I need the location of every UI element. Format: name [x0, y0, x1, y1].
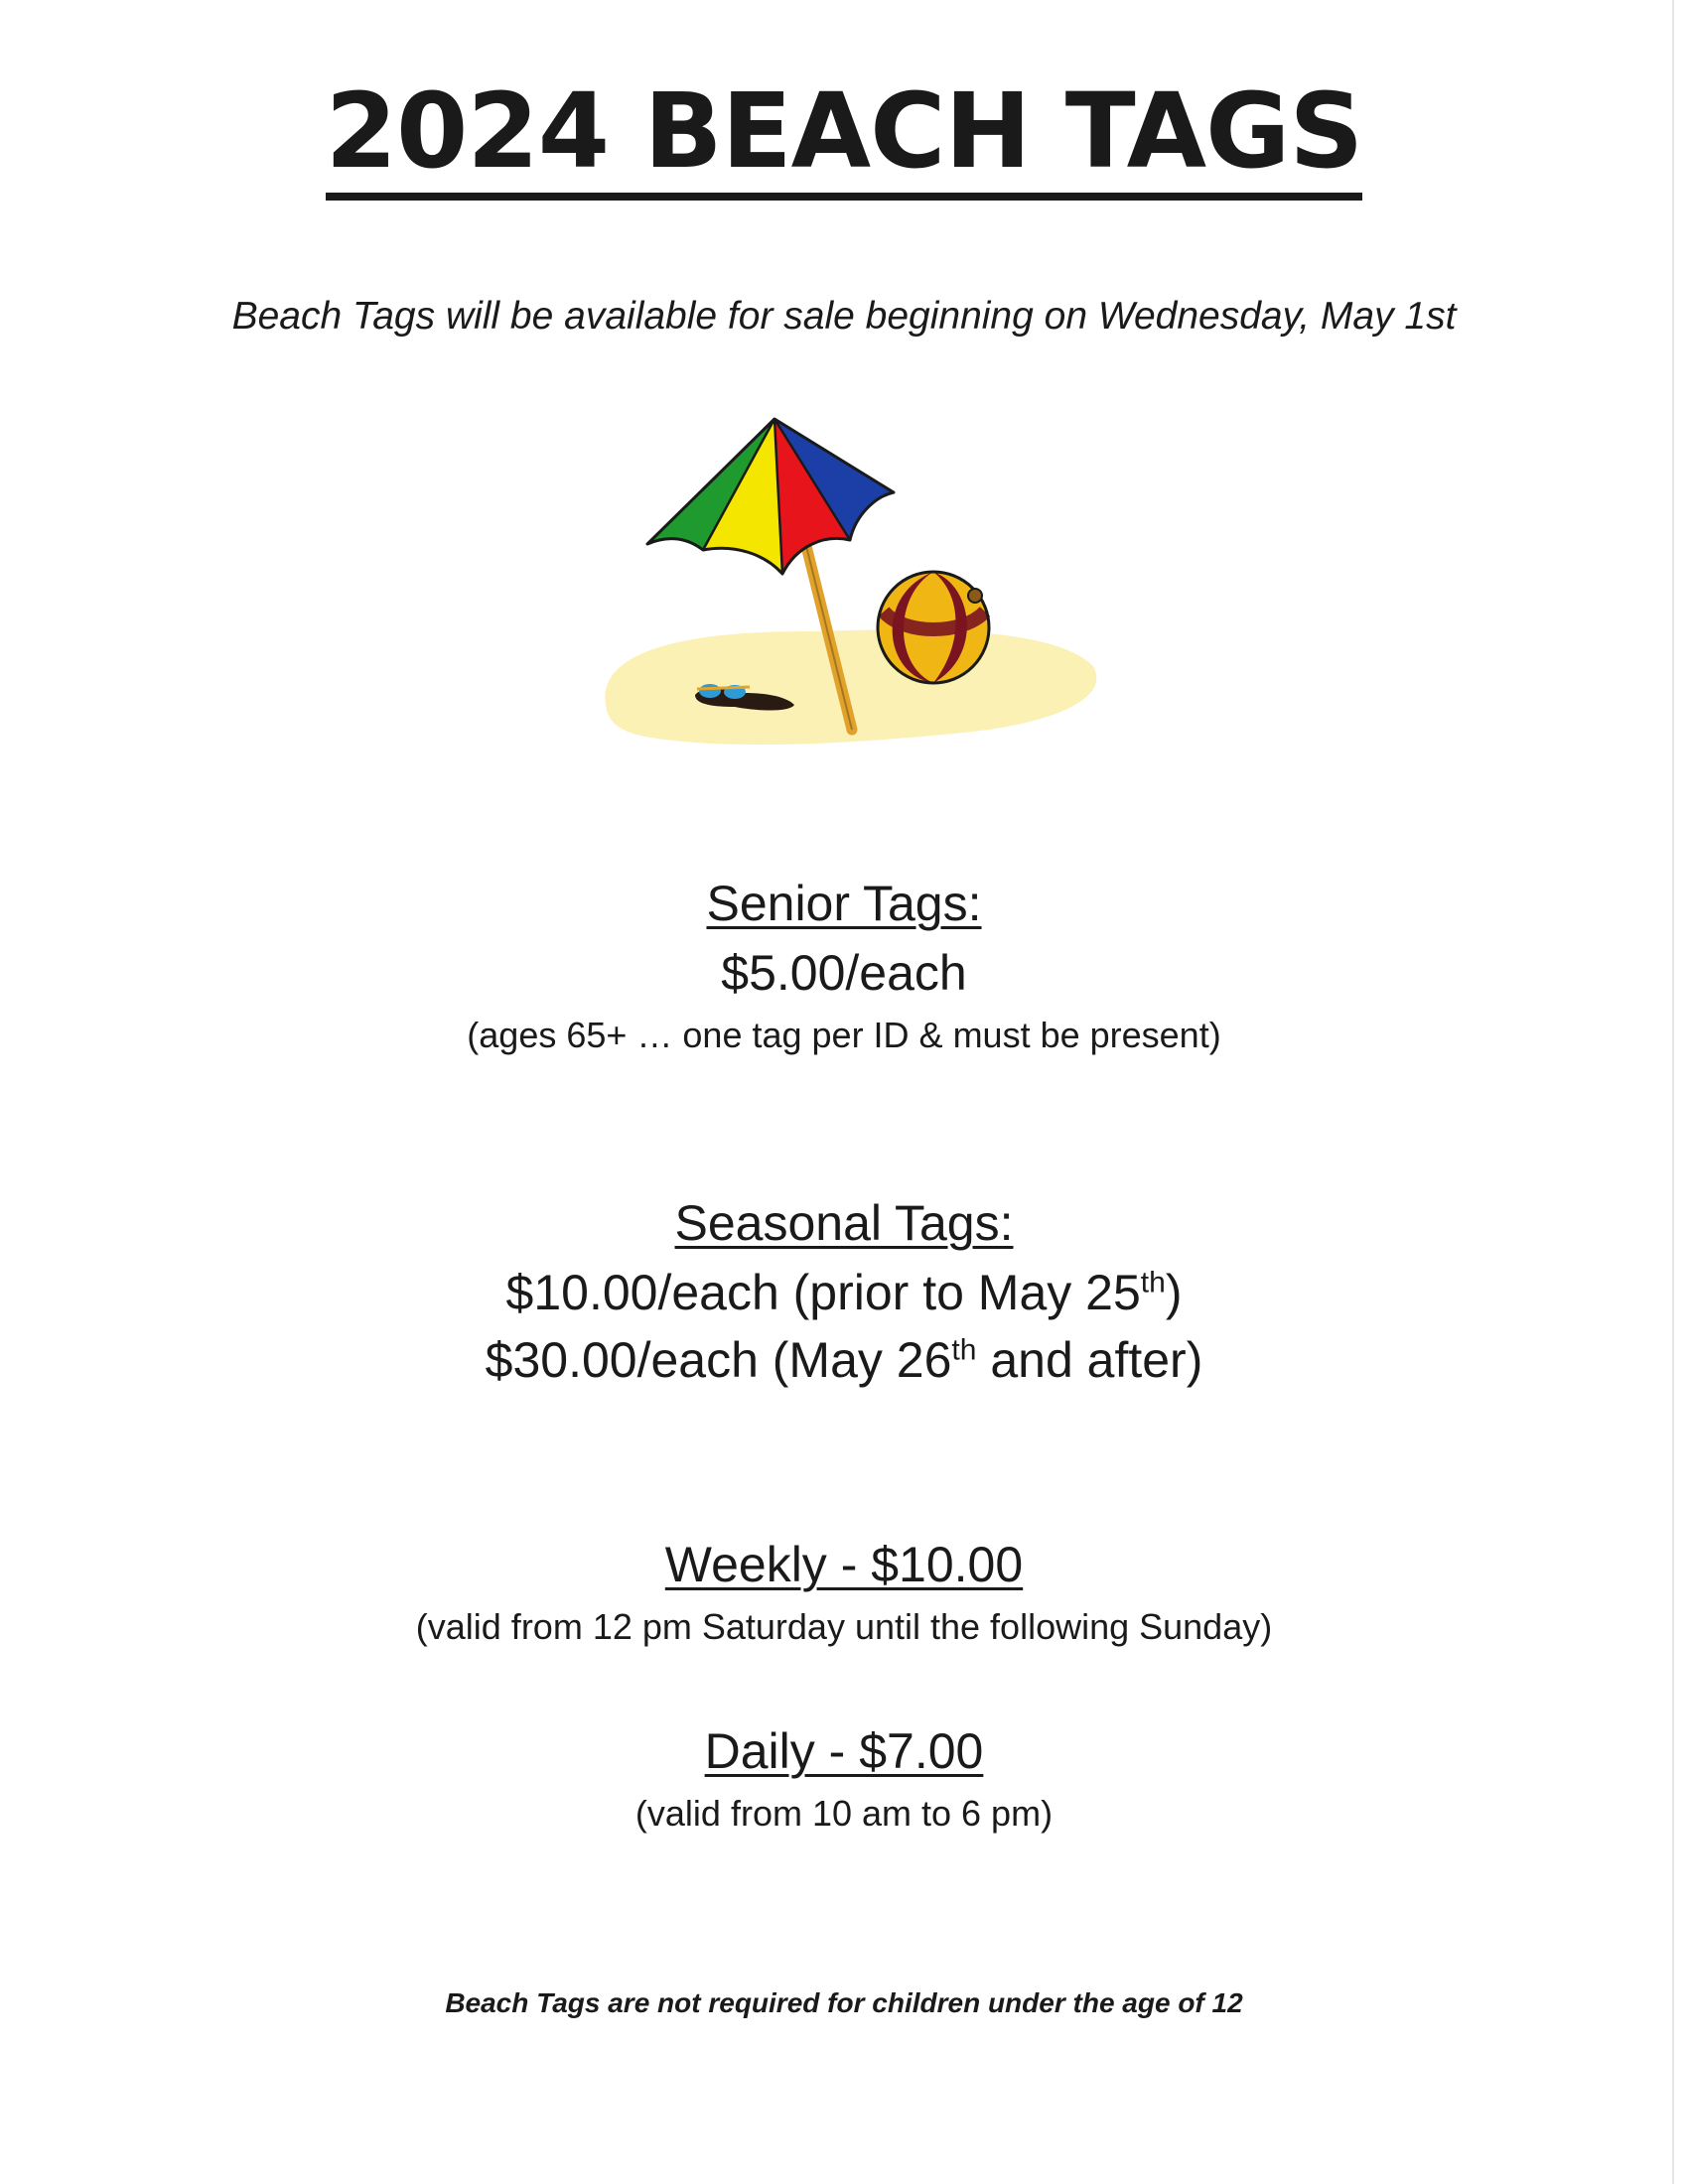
daily-tags-heading: Daily - $7.00 — [704, 1723, 984, 1779]
daily-tags-note: (valid from 10 am to 6 pm) — [634, 1793, 1054, 1834]
page-title — [0, 70, 1688, 201]
weekly-tags-note: (valid from 12 pm Saturday until the following Sunday) — [415, 1606, 1273, 1647]
seasonal-tags-price-late: $30.00/each (May 26th and after) — [485, 1332, 1203, 1388]
beach-illustration — [586, 397, 1102, 784]
senior-tags-price: $5.00/each — [721, 945, 967, 1001]
seasonal-tags-price-early: $10.00/each (prior to May 25th) — [505, 1265, 1183, 1320]
senior-tags-heading: Senior Tags: — [706, 876, 982, 931]
weekly-tags-heading: Weekly - $10.00 — [664, 1537, 1024, 1592]
children-exemption-note: Beach Tags are not required for children under the age of 12 — [445, 1987, 1243, 2018]
seasonal-tags-heading: Seasonal Tags: — [674, 1195, 1014, 1251]
page-title-text: 2024 BEACH TAGS — [326, 79, 1363, 201]
senior-tags-note: (ages 65+ … one tag per ID & must be present) — [467, 1015, 1221, 1055]
beach-umbrella-icon — [647, 419, 894, 574]
sale-start-notice: Beach Tags will be available for sale beginning on Wednesday, May 1st — [231, 295, 1457, 338]
beach-ball-icon — [878, 572, 989, 683]
